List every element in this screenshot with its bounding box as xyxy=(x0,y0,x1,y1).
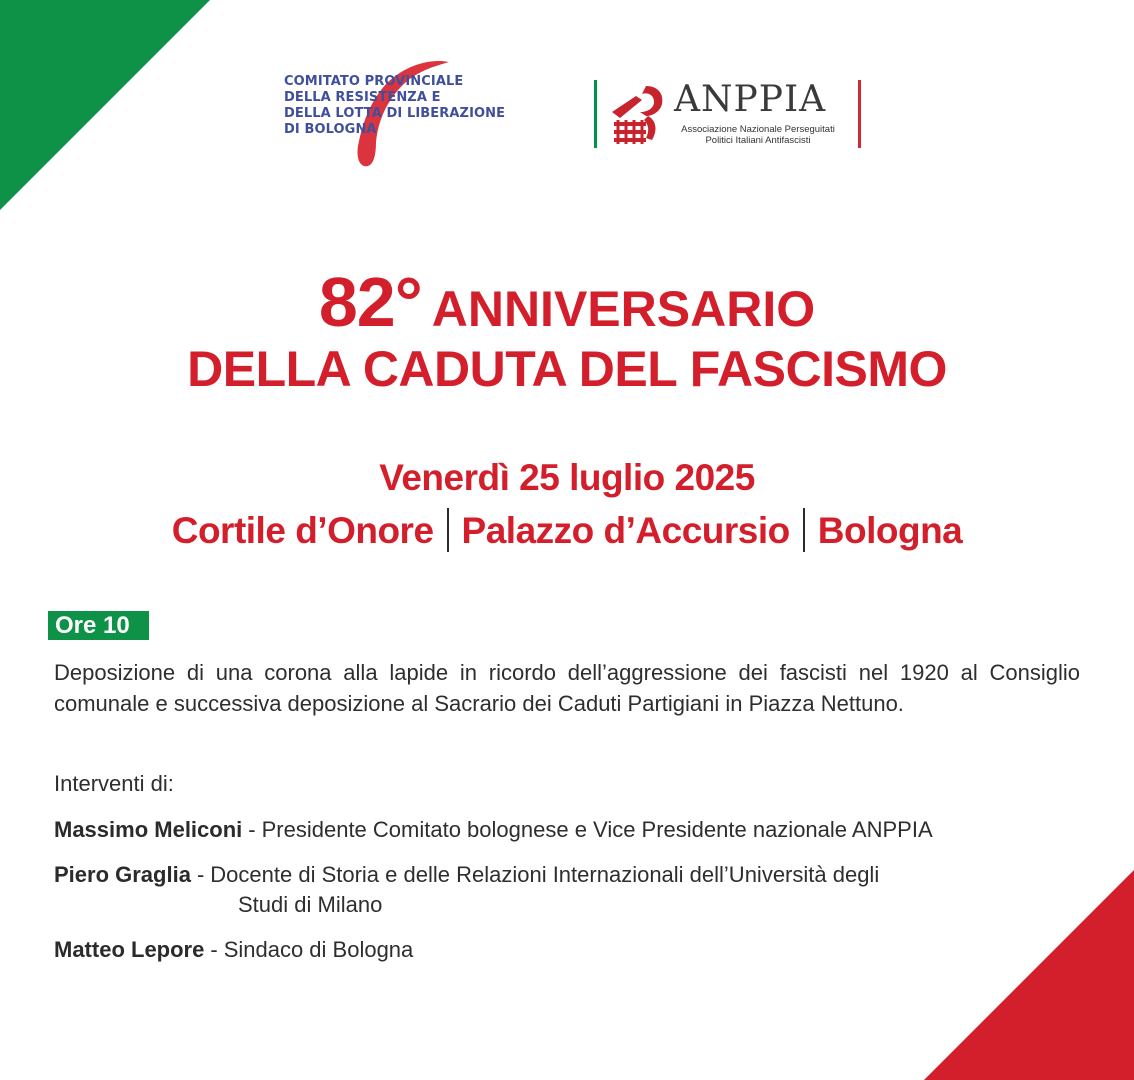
comitato-line-2: DELLA RESISTENZA E xyxy=(284,90,441,105)
title-word: ANNIVERSARIO xyxy=(431,281,816,337)
comitato-line-1: COMITATO PROVINCIALE xyxy=(284,74,464,89)
interventi-label: Interventi di: xyxy=(54,771,174,796)
speaker-row xyxy=(54,815,933,845)
comitato-name xyxy=(284,74,505,138)
venue-part-1: Cortile d’Onore xyxy=(171,510,434,551)
speaker-row xyxy=(54,935,413,965)
anppia-subtitle xyxy=(674,124,842,146)
anppia-logo xyxy=(592,78,867,150)
page-title xyxy=(0,262,1134,342)
comitato-line-4: DI BOLOGNA xyxy=(284,122,377,137)
comitato-logo xyxy=(284,58,544,173)
speaker-dash: - xyxy=(248,817,256,842)
speaker-name: Massimo Meliconi xyxy=(54,817,243,842)
venue-separator xyxy=(803,508,805,552)
green-corner-triangle xyxy=(0,0,212,212)
venue-part-3: Bologna xyxy=(817,510,963,551)
time-badge: Ore 10 xyxy=(48,611,149,640)
speaker-row xyxy=(54,860,879,890)
speaker-role-continuation: Studi di Milano xyxy=(238,892,383,917)
comitato-line-3: DELLA LOTTA DI LIBERAZIONE xyxy=(284,106,506,121)
speaker-role: Sindaco di Bologna xyxy=(223,937,414,962)
program-description: Deposizione di una corona alla lapide in ricordo dell’aggressione dei fascisti nel 1920 al Consiglio comunale e successiva deposizione al Sacrario dei Caduti Partigiani in Piazza Nettuno. xyxy=(54,660,1080,716)
venue-part-2: Palazzo d’Accursio xyxy=(461,510,790,551)
speaker-dash: - xyxy=(210,937,218,962)
green-divider xyxy=(594,80,597,148)
title-subtitle: DELLA CADUTA DEL FASCISMO xyxy=(187,341,947,397)
venue-separator xyxy=(447,508,449,552)
speaker-dash: - xyxy=(196,862,205,887)
anppia-name: ANPPIA xyxy=(674,79,827,120)
speaker-name: Matteo Lepore xyxy=(54,937,205,962)
anppia-subtitle-line-2: Politici Italiani Antifascisti xyxy=(705,135,811,146)
anppia-subtitle-line-1: Associazione Nazionale Perseguitati xyxy=(681,124,835,135)
title-number: 82° xyxy=(318,263,422,341)
speaker-role: Docente di Storia e delle Relazioni Internazionali dell’Università degli xyxy=(210,862,880,887)
red-divider xyxy=(858,80,861,148)
anppia-emblem-icon xyxy=(606,82,668,146)
event-venue xyxy=(0,508,1134,552)
event-date: Venerdì 25 luglio 2025 xyxy=(379,457,755,498)
red-corner-triangle xyxy=(922,868,1134,1080)
speaker-role: Presidente Comitato bolognese e Vice Presidente nazionale ANPPIA xyxy=(261,817,933,842)
speaker-name: Piero Graglia xyxy=(54,862,191,887)
